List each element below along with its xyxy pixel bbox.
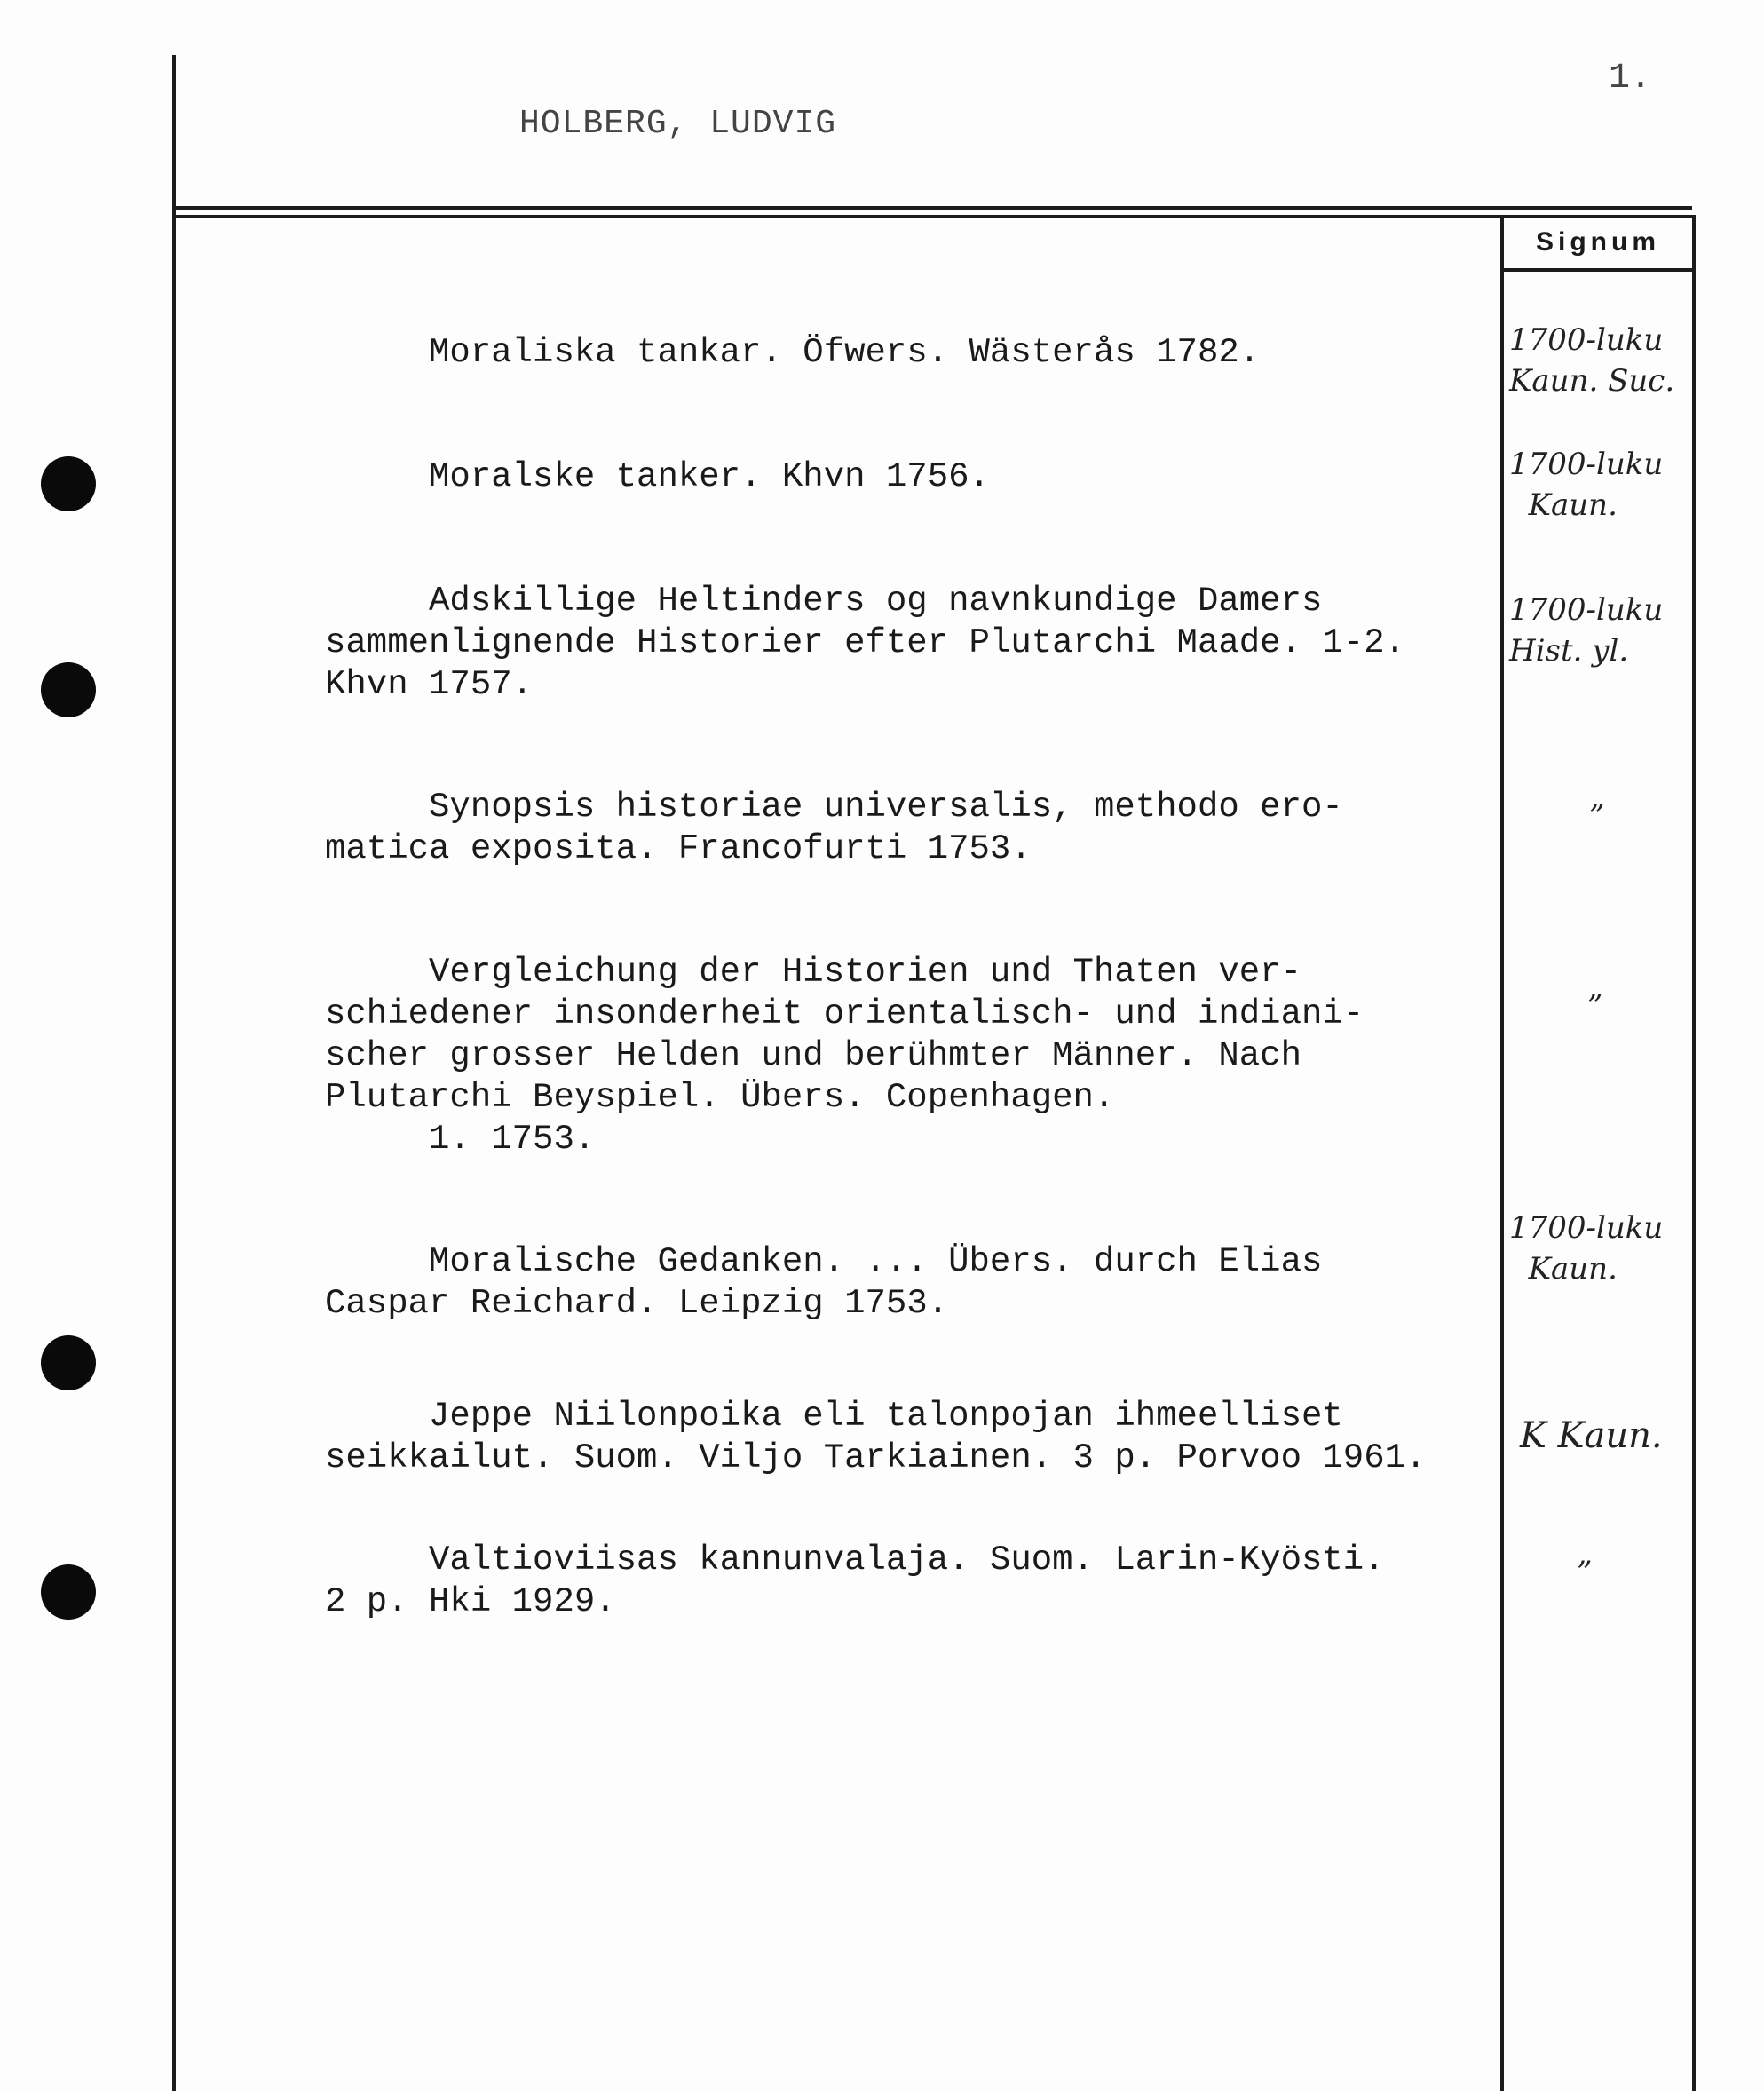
punch-hole <box>41 1564 96 1620</box>
bibliographic-entry: Valtioviisas kannunvalaja. Suom. Larin-Kyösti. 2 p. Hki 1929. <box>325 1541 1385 1621</box>
punch-hole <box>41 456 96 511</box>
signum-note: ” <box>1589 798 1605 834</box>
bibliographic-entry: Adskillige Heltinders og navnkundige Damers sammenlignende Historier efter Plutarchi Maade. 1-2. Khvn 1757. <box>325 582 1405 704</box>
header-rule-secondary <box>172 215 1692 218</box>
signum-note: 1700-luku Kaun. <box>1509 1210 1664 1287</box>
signum-note: K Kaun. <box>1520 1415 1663 1456</box>
left-margin-rule <box>172 55 176 2091</box>
punch-hole <box>41 1335 96 1390</box>
page-number: 1. <box>1609 59 1652 99</box>
bibliographic-entry: Synopsis historiae universalis, methodo ero- matica exposita. Francofurti 1753. <box>325 788 1343 868</box>
bibliographic-entry: Jeppe Niilonpoika eli talonpojan ihmeelliset seikkailut. Suom. Viljo Tarkiainen. 3 p. Porvoo 1961. <box>325 1397 1427 1477</box>
signum-header: Signum <box>1504 215 1692 272</box>
signum-note: ” <box>1577 1555 1593 1590</box>
signum-note: 1700-luku Hist. yl. <box>1509 592 1664 669</box>
signum-note: 1700-luku Kaun. Suc. <box>1509 322 1675 399</box>
bibliographic-entry: Vergleichung der Historien und Thaten ver- schiedener insonderheit orientalisch- und indiani- scher grosser Helden und berühmter Männer. Nach Plutarchi Beyspiel. Übers. Copenhagen. 1. 1753. <box>325 953 1365 1159</box>
punch-hole <box>41 662 96 717</box>
bibliographic-entry: Moraliska tankar. Öfwers. Wästerås 1782. <box>325 333 1261 372</box>
bibliographic-entry: Moralische Gedanken. ... Übers. durch Elias Caspar Reichard. Leipzig 1753. <box>325 1242 1323 1323</box>
bibliographic-entry: Moralske tanker. Khvn 1756. <box>325 457 990 496</box>
signum-note: ” <box>1587 988 1603 1024</box>
signum-note: 1700-luku Kaun. <box>1509 447 1664 523</box>
author-heading: HOLBERG, LUDVIG <box>519 105 837 143</box>
header-rule <box>172 206 1692 210</box>
